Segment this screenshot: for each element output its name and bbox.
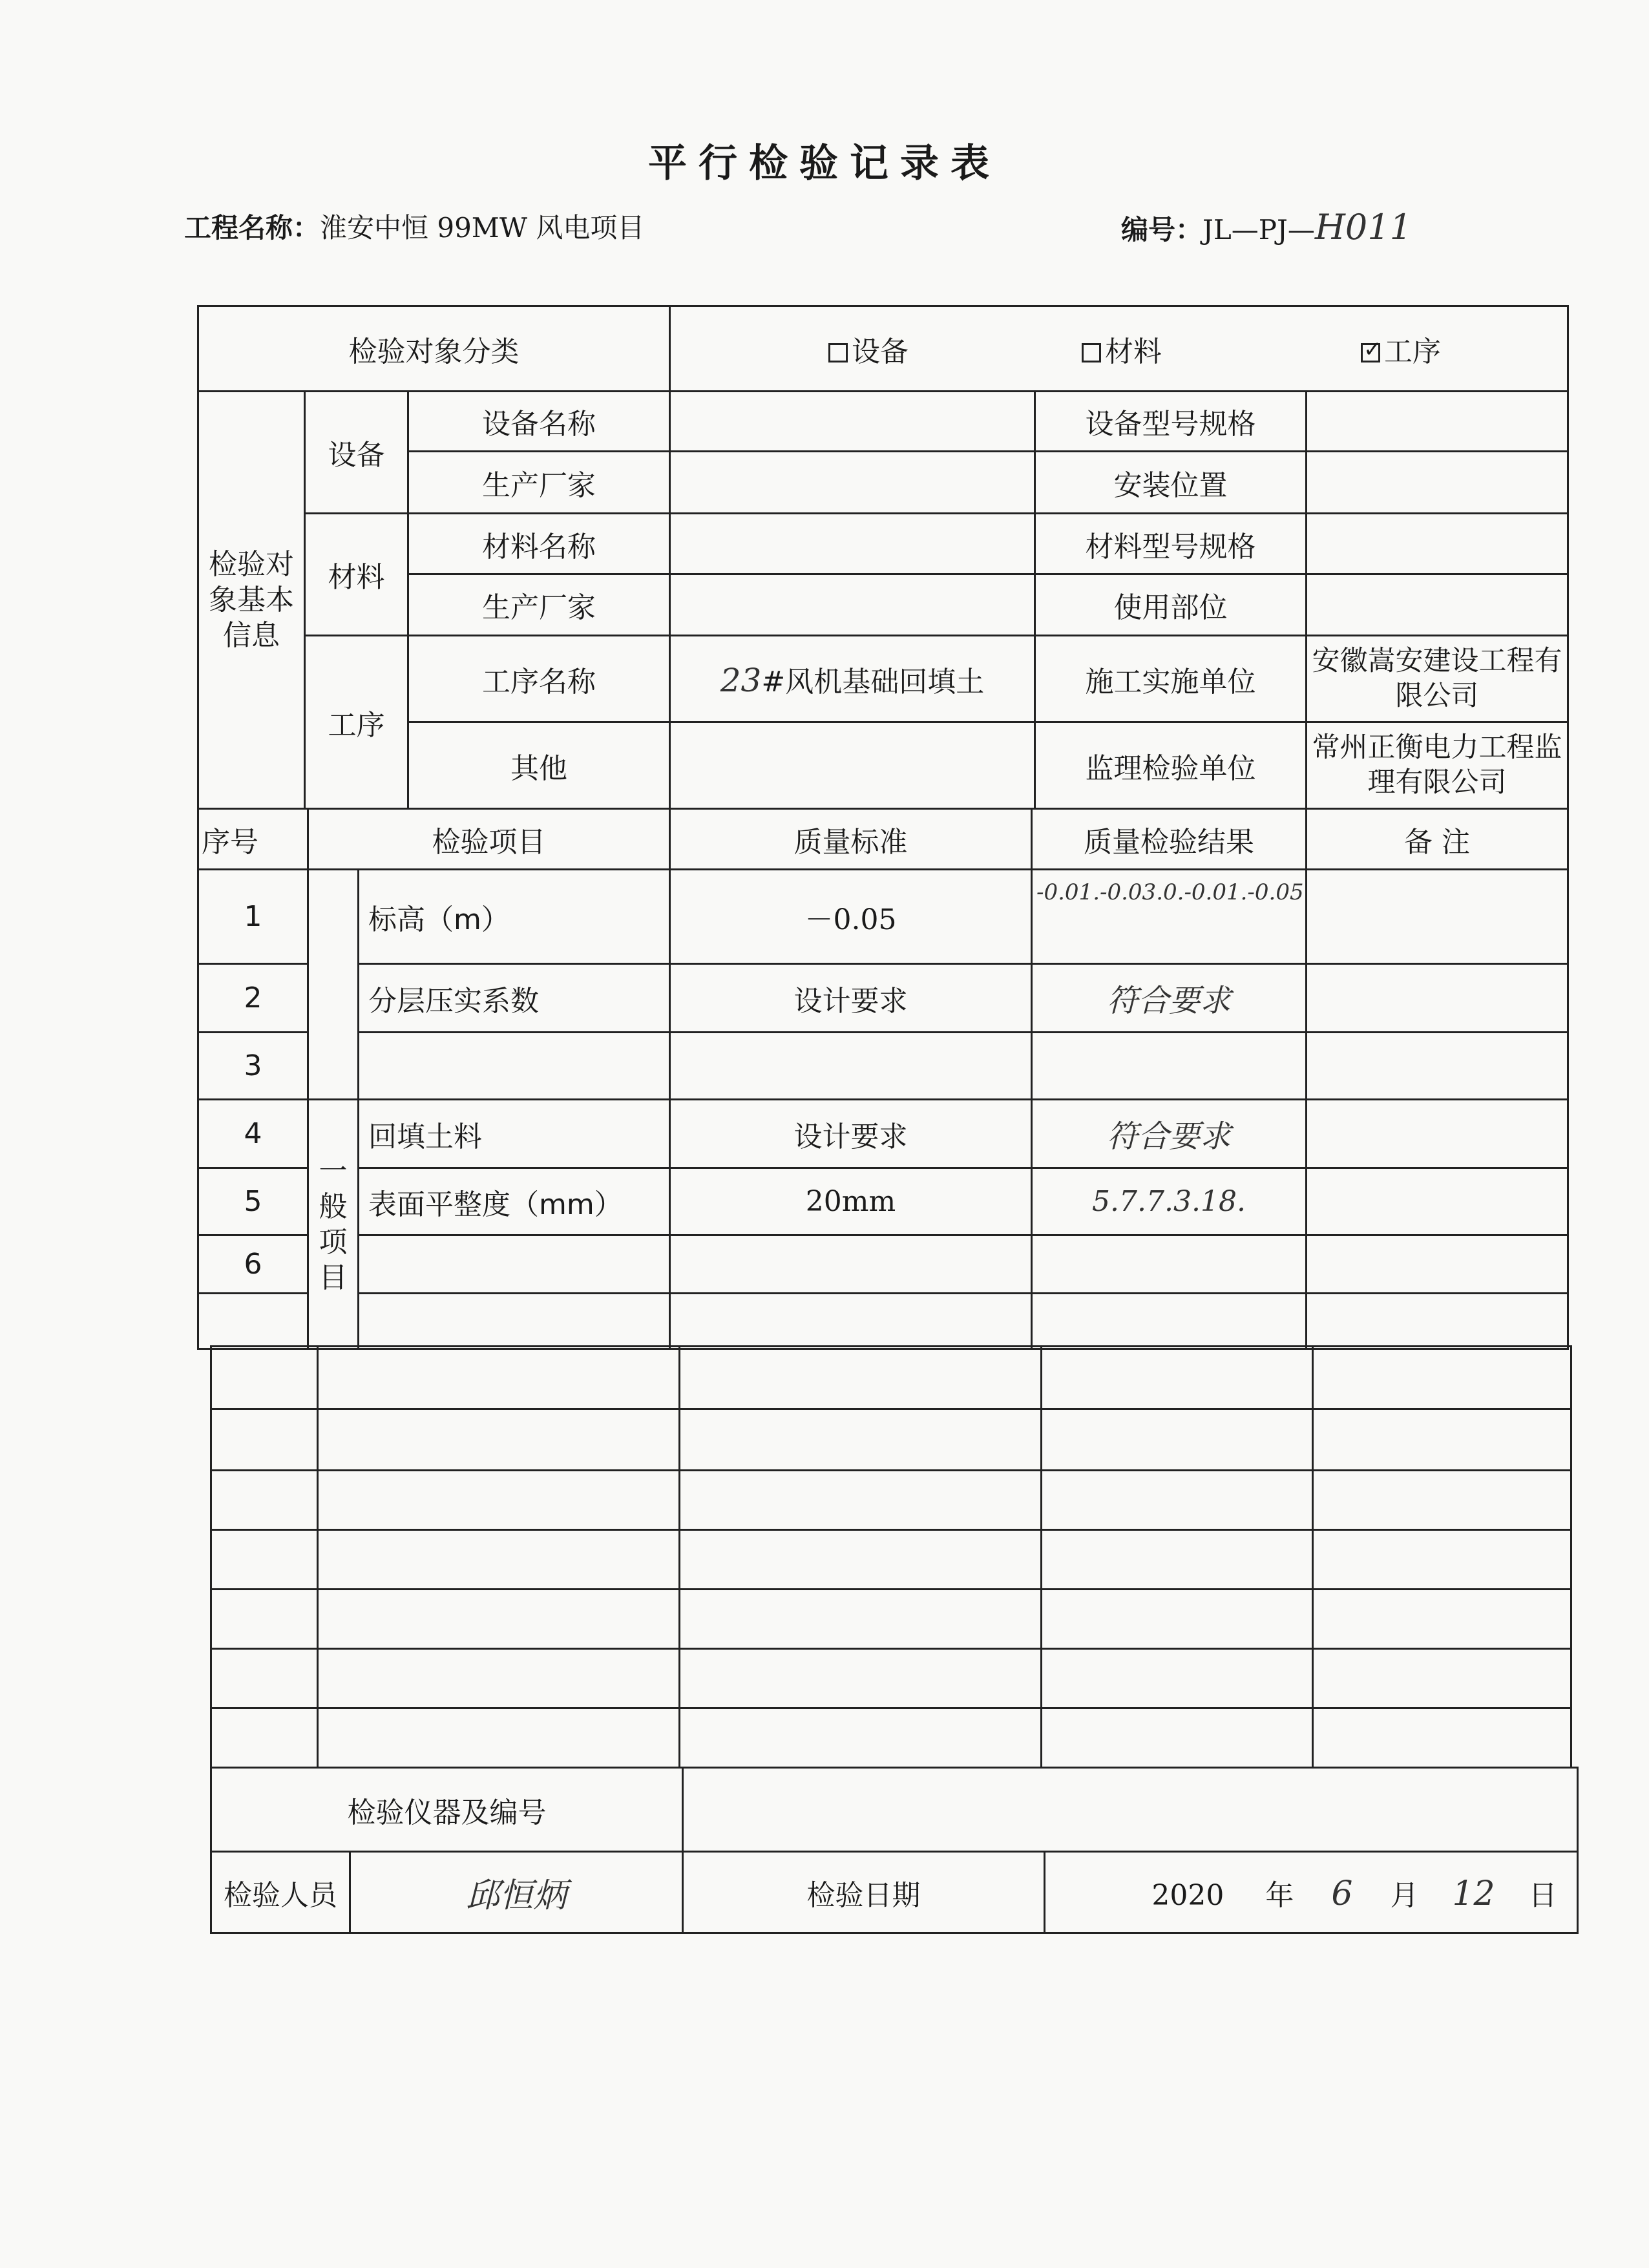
project-line [184, 207, 644, 246]
item-no: 4 [198, 1100, 308, 1168]
contractor-label: 施工实施单位 [1035, 636, 1307, 722]
table-row [198, 1033, 1568, 1100]
item-standard: 设计要求 [670, 964, 1032, 1033]
item-name: 标高（m） [359, 870, 670, 964]
item-result[interactable]: 5.7.7.3.18. [1032, 1168, 1307, 1235]
item-standard [670, 1033, 1032, 1100]
item-standard [670, 1235, 1032, 1294]
material-name-value[interactable] [670, 514, 1035, 574]
instrument-value[interactable] [683, 1768, 1578, 1852]
equipment-name-label: 设备名称 [408, 392, 670, 452]
item-remark[interactable] [1307, 1100, 1568, 1168]
date-year: 2020 [1151, 1878, 1224, 1912]
material-label: 材料 [305, 514, 408, 636]
item-remark[interactable] [1307, 964, 1568, 1033]
item-name [359, 1033, 670, 1100]
checkbox-icon [1082, 343, 1101, 362]
table-row [211, 1590, 1571, 1649]
item-result[interactable] [1032, 1033, 1307, 1100]
equipment-model-value[interactable] [1307, 392, 1568, 452]
process-label: 工序 [305, 636, 408, 809]
checkbox-process[interactable]: ✓ 工序 [1361, 335, 1441, 368]
item-no: 5 [198, 1168, 308, 1235]
table-row [198, 1100, 1568, 1168]
material-name-label: 材料名称 [408, 514, 670, 574]
header-item: 检验项目 [308, 809, 670, 870]
instrument-row [211, 1768, 1578, 1852]
item-no: 2 [198, 964, 308, 1033]
items-header-row [198, 809, 1568, 870]
material-model-value[interactable] [1307, 514, 1568, 574]
table-row [198, 870, 1568, 964]
item-result[interactable]: 符合要求 [1032, 964, 1307, 1033]
checkbox-material[interactable]: 材料 [1082, 335, 1162, 368]
equipment-name-value[interactable] [670, 392, 1035, 452]
item-standard: 20mm [670, 1168, 1032, 1235]
process-other-value[interactable] [670, 722, 1035, 809]
table-row [198, 1235, 1568, 1294]
table-row [198, 964, 1568, 1033]
header-result: 质量检验结果 [1032, 809, 1307, 870]
supervisor-label: 监理检验单位 [1035, 722, 1307, 809]
item-no: 3 [198, 1033, 308, 1100]
project-name: 淮安中恒 99MW 风电项目 [320, 212, 645, 244]
date-year-label: 年 [1265, 1878, 1294, 1912]
checkbox-icon [828, 343, 848, 362]
category-options [670, 306, 1568, 392]
item-standard: －0.05 [670, 870, 1032, 964]
footer-table [210, 1767, 1579, 1934]
process-name-handwritten: 23 [720, 661, 762, 699]
table-row [198, 1168, 1568, 1235]
category-row [198, 306, 1568, 392]
item-remark[interactable] [1307, 1235, 1568, 1294]
table-row [211, 1530, 1571, 1590]
process-name-value[interactable] [670, 636, 1035, 722]
process-name-label: 工序名称 [408, 636, 670, 722]
basic-info-label: 检验对象基本信息 [198, 392, 305, 809]
equipment-maker-label: 生产厂家 [408, 452, 670, 514]
material-model-label: 材料型号规格 [1035, 514, 1307, 574]
item-no: 6 [198, 1235, 308, 1294]
inspector-signature[interactable]: 邱恒炳 [350, 1852, 683, 1933]
contractor-value: 安徽嵩安建设工程有限公司 [1307, 636, 1568, 722]
table-row [211, 1409, 1571, 1471]
item-remark[interactable] [1307, 1033, 1568, 1100]
material-maker-label: 生产厂家 [408, 574, 670, 636]
header-standard: 质量标准 [670, 809, 1032, 870]
inspector-label: 检验人员 [211, 1852, 350, 1933]
table-row [211, 1708, 1571, 1768]
checkbox-equipment[interactable]: 设备 [828, 335, 909, 368]
number-handwritten: H011 [1314, 207, 1413, 247]
blank-rows-table [210, 1345, 1572, 1769]
equipment-label: 设备 [305, 392, 408, 514]
date-day: 12 [1452, 1874, 1495, 1913]
equipment-location-label: 安装位置 [1035, 452, 1307, 514]
material-part-label: 使用部位 [1035, 574, 1307, 636]
equipment-model-label: 设备型号规格 [1035, 392, 1307, 452]
item-name: 回填土料 [359, 1100, 670, 1168]
item-standard: 设计要求 [670, 1100, 1032, 1168]
item-no: 1 [198, 870, 308, 964]
date-month-label: 月 [1390, 1878, 1419, 1912]
equipment-maker-value[interactable] [670, 452, 1035, 514]
table-row [198, 1294, 1568, 1349]
main-group-cell [308, 870, 359, 1100]
instrument-label: 检验仪器及编号 [211, 1768, 683, 1852]
table-row [211, 1347, 1571, 1409]
header-remark: 备 注 [1307, 809, 1568, 870]
project-label: 工程名称： [184, 212, 320, 244]
checkmark-icon: ✓ [1361, 343, 1380, 362]
item-result[interactable]: 符合要求 [1032, 1100, 1307, 1168]
date-month: 6 [1331, 1874, 1353, 1913]
supervisor-value: 常州正衡电力工程监理有限公司 [1307, 722, 1568, 809]
equipment-location-value[interactable] [1307, 452, 1568, 514]
number-printed: JL—PJ— [1203, 214, 1315, 246]
date-day-label: 日 [1528, 1878, 1557, 1912]
inspection-table [197, 305, 1569, 810]
item-remark[interactable] [1307, 870, 1568, 964]
item-result[interactable] [1032, 1235, 1307, 1294]
table-row [211, 1471, 1571, 1530]
item-result[interactable]: -0.01.-0.03.0.-0.01.-0.05 [1032, 870, 1307, 964]
item-remark[interactable] [1307, 1168, 1568, 1235]
number-line [1121, 207, 1412, 247]
inspector-row [211, 1852, 1578, 1933]
number-label: 编号： [1121, 214, 1203, 246]
material-maker-value[interactable] [670, 574, 1035, 636]
item-name: 分层压实系数 [359, 964, 670, 1033]
item-name [359, 1235, 670, 1294]
item-name: 表面平整度（mm） [359, 1168, 670, 1235]
date-value[interactable] [1045, 1852, 1578, 1933]
material-part-value[interactable] [1307, 574, 1568, 636]
table-row [211, 1649, 1571, 1708]
category-label: 检验对象分类 [198, 306, 670, 392]
date-label: 检验日期 [683, 1852, 1045, 1933]
general-group-label: 一般项目 [308, 1100, 359, 1349]
process-name-text: #风机基础回填土 [761, 665, 985, 698]
items-table [197, 808, 1569, 1350]
process-other-label: 其他 [408, 722, 670, 809]
header-no: 序号 [198, 809, 308, 870]
form-title: 平行检验记录表 [648, 141, 1001, 186]
